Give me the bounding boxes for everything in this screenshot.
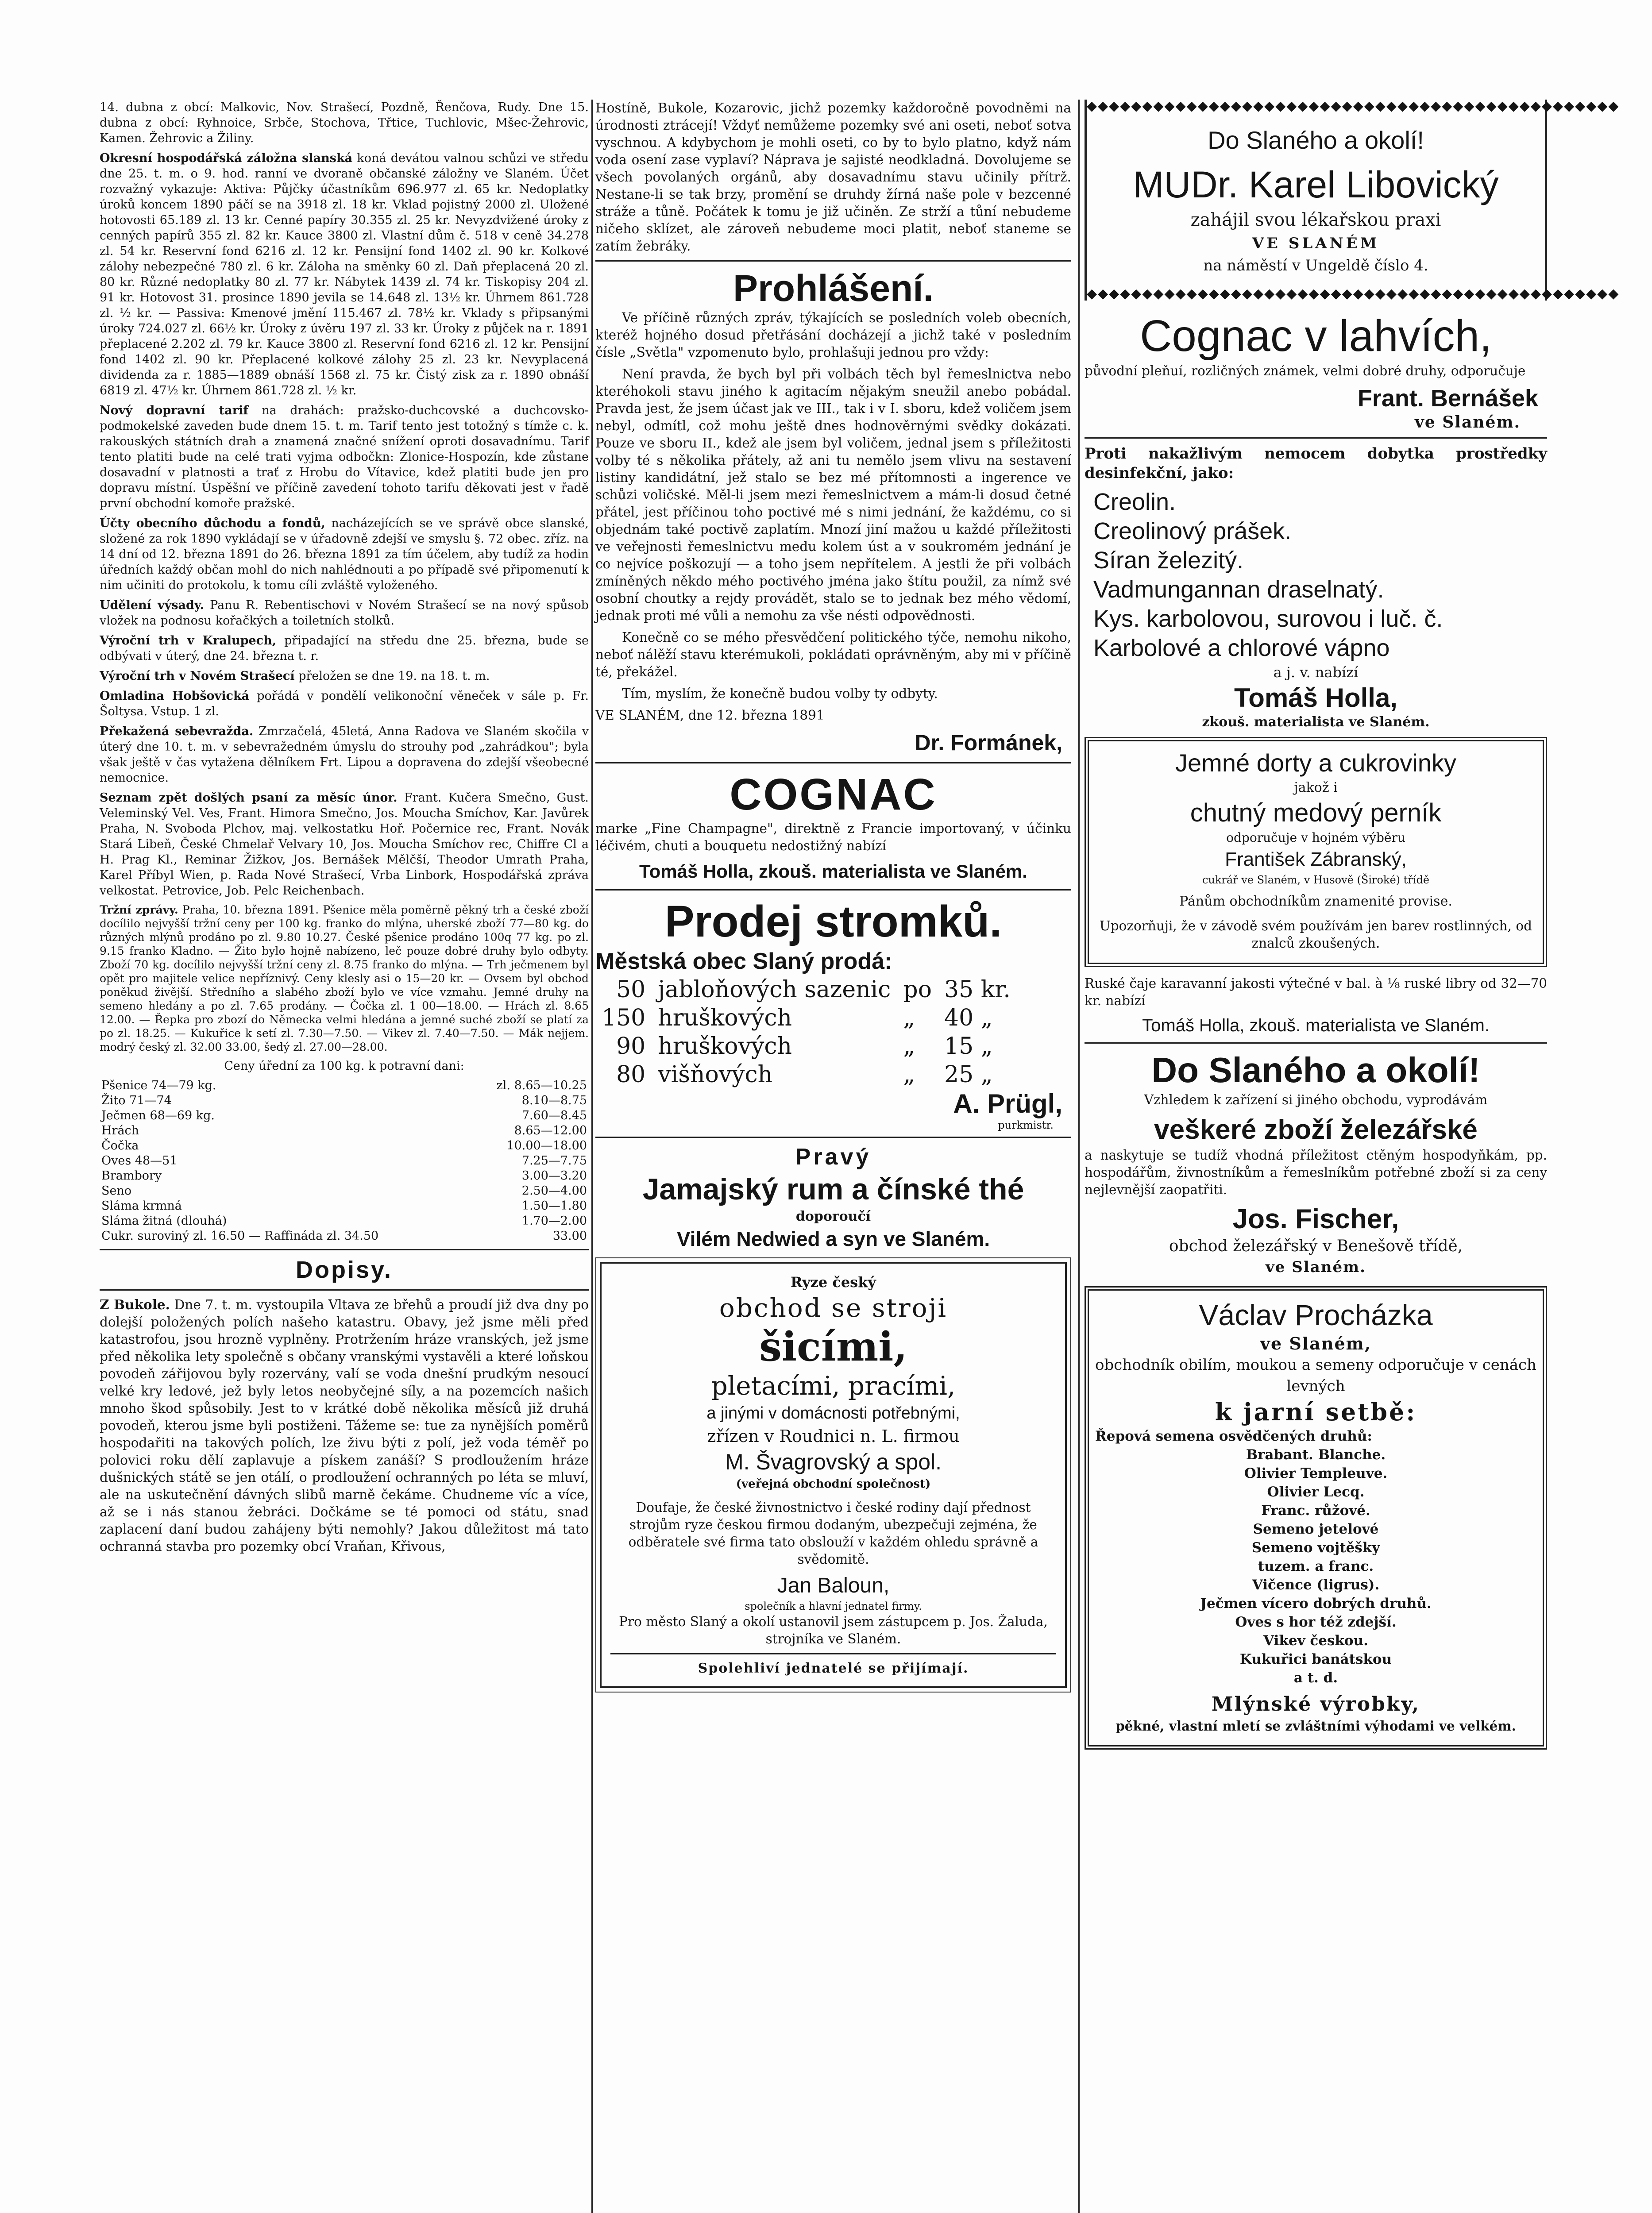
stromky-count: 150 (602, 1005, 646, 1031)
proch-item: Vičence (ligrus). (1252, 1577, 1380, 1593)
fischer-title: veškeré zboží železářské (1154, 1114, 1478, 1145)
proch-item: Semeno vojtěšky (1251, 1540, 1380, 1556)
proch-city: ve Slaném, (1260, 1334, 1372, 1353)
price-value: 33.00 (552, 1229, 587, 1243)
rum-heading: Jamajský rum a čínské thé (642, 1172, 1024, 1206)
ad-line: Doufaje, že české živnostnictvo i české rodiny dají přednost strojům ryze českou firmou dodaným, ubezpečuji zejména, že odběratele své firma tato obslouží v každém ohledu správně a svědomitě. (628, 1500, 1038, 1567)
price-row (100, 1138, 589, 1153)
column-rule (591, 100, 593, 2213)
price-row (100, 1078, 589, 1093)
column-rule (1078, 100, 1080, 2213)
disinf-item: Kys. karbolovou, surovou i luč. č. (1093, 605, 1443, 632)
divider (610, 1653, 1056, 1654)
mudr-city: VE SLANÉM (1252, 235, 1380, 252)
dorty-prov: Pánům obchodníkům znamenité provise. (1179, 894, 1452, 909)
price-row (100, 1214, 589, 1229)
cognac-seller: Tomáš Holla, zkouš. materialista ve Slaném. (639, 861, 1027, 882)
price-row (100, 1153, 589, 1168)
divider (1085, 437, 1547, 439)
price-value: 8.10—8.75 (521, 1094, 587, 1107)
news-heading: Okresní hospodářská záložna slanská (100, 151, 353, 165)
news-text: připadající na středu dne 25. března, bude se odbývati v úterý, dne 24. března t. r. (100, 634, 589, 663)
divider (100, 1249, 589, 1250)
stromky-count: 80 (616, 1061, 646, 1088)
purkmistr-name: A. Prügl, (953, 1089, 1062, 1118)
rum-rec: doporoučí (795, 1209, 871, 1224)
prohlaseni-heading: Prohlášení. (733, 267, 934, 309)
news-text: Frant. Kučera Smečno, Gust. Veleminský Vel. Ves, Frant. Himora Smečno, Jos. Moucha Smíchov, Kar. Javůrek Praha, N. Svoboda Plchov, maj. velkostatku Hoř. Počernice rec, Frant. Novák Stará Libeň, České Chmelař Velvary 10, Jos. Moucha Smíchov rec, Chiffre Cl a H. Prag Kl., Reminar Žižkov, Jos. Bernášek Mělčší, Theodor Umrath Praha, Karel Příbyl Wien, p. Rada Nové Strašecí, Vrba Linbork, Hospodářská zpráva velkostat. Petrovice, Job. Pelc Reichenbach. (100, 791, 589, 898)
purkmistr-role: purkmistr. (998, 1119, 1054, 1131)
price-item: Seno (101, 1184, 132, 1198)
intro-text: 14. dubna z obcí: Malkovic, Nov. Strašecí, Pozdně, Řenčova, Rudy. Dne 15. dubna z obcí: Ryhnoice, Srbče, Stochova, Třtice, Tuchlovic, Mšec-Žehrovic, Kamen. Žehrovic a Žiliny. (100, 100, 589, 145)
signature: Dr. Formánek, (915, 730, 1062, 755)
sewing-machine-ad (600, 1262, 1067, 1688)
price-row (100, 1093, 589, 1108)
news-text: pořádá v pondělí velikonoční věneček v sále p. Fr. Šoltysa. Vstup. 1 zl. (100, 689, 589, 718)
price-value: 10.00—18.00 (506, 1139, 587, 1153)
proch-item: Franc. růžové. (1261, 1503, 1370, 1519)
dorty-addr: cukrář ve Slaném, v Husově (Široké) třídě (1202, 874, 1430, 886)
disinf-seller: Tomáš Holla, (1234, 683, 1397, 713)
ad-line: M. Švagrovský a spol. (725, 1450, 942, 1474)
stromky-unit: po (903, 976, 932, 1003)
stromky-unit: „ (903, 1033, 915, 1060)
price-item: Ječmen 68—69 kg. (101, 1109, 215, 1122)
proch-item: Semeno jetelové (1253, 1521, 1379, 1537)
stromky-row (595, 1004, 1017, 1032)
mudr-text: zahájil svou lékařskou praxi (1190, 210, 1441, 230)
price-item: Sláma žitná (dlouhá) (101, 1214, 227, 1228)
cognac2-text: původní pleňuí, rozličných známek, velmi dobré druhy, odporučuje (1085, 363, 1526, 378)
fischer-head: Do Slaného a okolí! (1151, 1050, 1480, 1090)
news-text: koná devátou valnou schůzi ve středu dne 25. t. m. o 9. hod. ranní ve dvoraně občanské záložny ve Slaném. Účet rozvažný vykazuje: Aktiva: Půjčky účastníkům 696.977 zl. 65 kr. Nedoplatky úroků koncem 1890 páčí se na 3918 zl. 18 kr. Vklad pojistný 2000 zl. Uložené hotovosti 65.189 zl. 13 kr. Cenné papíry 30.355 zl. 25 kr. Nevyzdvižené úroky z cenných papírů 355 zl. 82 kr. Kauce 3800 zl. Vlastní dům č. 518 v ceně 34.278 zl. 54 kr. Reservní fond 6216 zl. 12 kr. Pensijní fond 1402 zl. 90 kr. Kolkové zálohy nebezpečné 780 zl. 6 kr. Záloha na směnky 60 zl. Daň přeplacená 20 zl. 80 kr. Různé nedoplatky 80 zl. 77 kr. Nábytek 1439 zl. 74 kr. Tiskopisy 204 zl. 91 kr. Hotovost 31. prosince 1890 jevila se 14.648 zl. 13½ kr. Úhrnem 861.728 zl. ½ kr. — Passiva: Kmenové jmění 115.467 zl. 78½ kr. Vklady s připsanými úroky 724.027 zl. 66½ kr. Úroky z úvěru 197 zl. 33 kr. Úroky z půjček na r. 1891 přeplacené 2.202 zl. 79 kr. Kauce 3800 zl. Reservní fond 6216 zl. 12 kr. Pensijní fond 1402 zl. 90 kr. Přeplacené kolkové zálohy 25 zl. 23 kr. Nevyplacená dividenda za r. 1885—1889 obnáší 1568 zl. 75 kr. Čistý zisk za r. 1890 obnáší 6819 zl. 47½ kr. Úhrnem 861.728 zl. ½ kr. (100, 151, 589, 397)
price-value: 1.50—1.80 (521, 1199, 587, 1213)
price-value: 1.70—2.00 (521, 1214, 587, 1228)
proch-item: a t. d. (1293, 1670, 1338, 1686)
ad-line: a jinými v domácnosti potřebnými, (706, 1404, 960, 1423)
news-heading: Omladina Hobšovická (100, 689, 250, 703)
ad-line: (veřejná obchodní společnost) (736, 1477, 931, 1491)
cognac2-city: ve Slaném. (1414, 413, 1521, 432)
ad-line: Pro město Slaný a okolí ustanovil jsem zástupcem p. Jos. Žaluda, strojníka ve Slaném. (619, 1614, 1048, 1646)
proch-list (1095, 1427, 1536, 1687)
price-item: Žito 71—74 (101, 1094, 172, 1107)
price-value: 8.65—12.00 (514, 1124, 587, 1137)
price-table (100, 1078, 589, 1244)
news-heading: Udělení výsady. (100, 598, 204, 612)
news-heading: Nový dopravní tarif (100, 404, 248, 417)
price-item: Hrách (101, 1124, 139, 1137)
proch-item: Ječmen vícero dobrých druhů. (1200, 1596, 1432, 1612)
price-row (100, 1199, 589, 1214)
stromky-kind: hruškových (658, 1033, 792, 1060)
divider (595, 1137, 1071, 1138)
mudr-addr: na náměstí v Ungeldě číslo 4. (1203, 257, 1428, 274)
price-row (100, 1123, 589, 1138)
proch-item: Vikev českou. (1263, 1633, 1368, 1649)
ad-line: pletacími, pracími, (711, 1371, 956, 1401)
letter-heading: Z Bukole. (100, 1297, 170, 1312)
stromky-sub: Městská obec Slaný prodá: (595, 948, 892, 974)
prochazka-ad (1085, 1286, 1547, 1750)
news-text: Panu R. Rebentischovi v Novém Strašecí se na nový spůsob vložek na podnosu kořačkých a toiletních stolků. (100, 598, 589, 628)
proch-item: Oves s hor též zdejší. (1235, 1614, 1397, 1630)
price-item: Cukr. suroviný zl. 16.50 — Raffináda zl. 34.50 (101, 1229, 379, 1243)
ad-line: zřízen v Roudnici n. L. firmou (707, 1426, 960, 1446)
price-row (100, 1108, 589, 1123)
news-text: Zmrzačelá, 45letá, Anna Radova ve Slaném skočila v úterý dne 10. t. m. v sebevražedném úmyslu do strouhy pod „zahrádkou"; byla však ještě v čas vytažena dělníkem Frt. Lipou a dopravena do zdejší všeobecné nemocnice. (100, 725, 589, 785)
proch-text: obchodník obilím, moukou a semeny odporučuje v cenách levných (1095, 1356, 1536, 1395)
news-heading: Výroční trh v Novém Strašecí (100, 669, 295, 683)
stromky-kind: hruškových (658, 1005, 792, 1031)
news-text: na drahách: pražsko-duchcovské a duchcovsko-podmokelské zaveden bude dnem 15. t. m. Tarif tento jest totožný s tímže c. k. rakouských státních drah a znamená značné snížení oproti dosavadnímu. Tarif tento platiti bude na celé trati vyjma odbočkn: Zlonice-Hospozín, kde zůstane dosavadní v platnosti a trať z Hrobu do Vítavice, kdež platiti bude jen pro dopravu místní. Úspěšní ve příčině zavedení tohoto tarifu děkovati jest v řadě první obchodní komoře pražské. (100, 404, 589, 510)
price-value: 3.00—3.20 (521, 1169, 587, 1183)
prohlaseni-text: Tím, myslím, že konečně budou volby ty odbyty. (622, 686, 938, 701)
ad-line: Jan Baloun, (777, 1574, 890, 1597)
stromky-count: 90 (616, 1033, 646, 1060)
dorty-jako: jakož i (1294, 780, 1338, 795)
divider (595, 762, 1071, 763)
disinf-item: Vadmungannan draselnatý. (1093, 576, 1384, 603)
fischer-text: a naskytuje se tudíž vhodná příležitost ctěným hospodyňkám, pp. hospodářům, živnostníkům a řemeslníkům potřebné zboží si za ceny nejlevnější zaopatřiti. (1085, 1148, 1547, 1197)
stromky-unit: „ (903, 1061, 915, 1088)
prohlaseni-text: Není pravda, že bych byl při volbách těch byl řemeslnictva nebo kteréhokoli stavu jiného k agitacím nějakým sneužil anebo pobádal. Pravda jest, že jsem účast jak ve III., tak i v I. sboru, kdež voličem jsem nebyl, odmítl, což mohu ještě dnes hodnověrnými svědky dokázati. Pouze ve sboru II., kdež ale jsem byl voličem, jednal jsem s příležitosti volby té s několika přátely, až ani tu nemělo jsem vlivu na sestavení listiny kandidátní, jež stalo se bez mé přítomnosti a ingerence ve schůzi voličské. Měl-li jsem mezi řemeslnictvem a mám-li dosud četné přátel, jest příčinou toho poctivé mé s nimi jednání, že každému, co si objednám také poctivě zaplatím. Mnozí jiní mažou u každé příležitosti ve veřejnosti řemeslnictvu medu kolem úst a v soukromém jednání je co nejvíce poškozují — a toho jsem nepřítelem. A jestli že při volbách zmíněných někdo mého poctivého jména jako štítu použil, za nímž své osobní choutky a rejdy provádět, stalo se to jednak bez mého vědomí, jednak proti mé vůli a nemohu za vše nésti odpovědnosti. (595, 366, 1071, 623)
price-item: Čočka (101, 1139, 139, 1153)
proch-item: Řepová semena osvědčených druhů: (1095, 1428, 1372, 1444)
price-table-title: Ceny úřední za 100 kg. k potravní dani: (224, 1059, 464, 1073)
proch-name: Václav Procházka (1199, 1299, 1433, 1331)
disinf-list (1085, 487, 1547, 663)
price-value: 2.50—4.00 (521, 1184, 587, 1198)
caje-text: Ruské čaje karavanní jakosti výtečné v bal. à ⅛ ruské libry od 32—70 kr. nabízí (1085, 976, 1547, 1008)
divider (595, 260, 1071, 262)
ad-line: společník a hlavní jednatel firmy. (745, 1600, 922, 1612)
column-news (100, 100, 589, 1560)
prohlaseni-text: Konečně co se mého přesvědčení politického týče, nemohu nikoho, neboť nálěží stavu kterémukoli, pokládati oprávněným, aby mi v příčině té, překážel. (595, 630, 1071, 679)
stromky-price: 40 „ (944, 1005, 993, 1031)
stromky-price: 35 kr. (944, 976, 1011, 1003)
disinf-item: Creolin. (1093, 489, 1176, 515)
ad-line: Spolehliví jednatelé se přijímají. (698, 1661, 969, 1676)
letter-text: Dne 7. t. m. vystoupila Vltava ze břehů a proudí již dva dny po dolejší položených polích našeho katastru. Obavy, jež jsme měli před katastrofou, jsou hrozně vyplněny. Protržením hráze vranských, jež jsme před několika lety společně s občany vranskými vystavěli a které loňskou povodeň zářijovou byly rozervány, valí se voda dnešní prudkým nesoucí velké kry ledové, jež byly letos neobyčejné síly, a na pozemcích našich mnoho škod spůsobily. Jest to v krátké době několika měsíců již druhá povodeň, kterou jsme byli postiženi. Tážeme se: tue za nynějších poměrů hospodařiti na takových polích, lze živu býti z polí, jež voda téměř po polovici roku dělí zaplavuje a pískem zanáší? S prodloužením hráze dušnických státě se jen otálí, o prodloužení ochranných po léta se mluví, ale na uskutečnění dávných slibů marně čekáme. Chudneme víc a více, až se i nás stanou žebráci. Dočkáme se té pomoci od státu, snad zaplacení daní budou zahájeny býti nemohly? Jakou důležitost má tato ochranná stavba pro pozemky obcí Vraňan, Křivous, (100, 1297, 589, 1554)
stromky-row (595, 975, 1017, 1004)
news-heading: Tržní zprávy. (100, 903, 178, 916)
caje-seller: Tomáš Holla, zkouš. materialista ve Slaném. (1142, 1016, 1490, 1035)
disinf-head: Proti nakažlivým nemocem dobytka prostředky desinfekční, jako: (1085, 445, 1547, 482)
stromky-heading: Prodej stromků. (664, 897, 1002, 946)
cognac2-heading: Cognac v lahvích, (1140, 311, 1492, 361)
ad-line: Ryze český (791, 1274, 876, 1291)
divider (1085, 1042, 1547, 1044)
price-row (100, 1184, 589, 1199)
disinf-tail: a j. v. nabízí (1273, 664, 1359, 681)
mudr-ad (1085, 98, 1620, 301)
news-heading: Výroční trh v Kralupech, (100, 634, 277, 648)
price-value: 7.60—8.45 (521, 1109, 587, 1122)
cognac2-seller: Frant. Bernášek (1357, 385, 1538, 412)
fischer-city: ve Slaném. (1266, 1258, 1366, 1276)
stromky-table (595, 975, 1017, 1089)
dorty-head: Jemné dorty a cukrovinky (1175, 749, 1456, 777)
stromky-price: 25 „ (944, 1061, 993, 1088)
news-text: Praha, 10. března 1891. Pšenice měla poměrně pěkný trh a české zboží docílilo nejvyšší tržní ceny per 100 kg. franko do mlýna, uherské zboží 77—80 kg. do různých mlýnů prodáno po zl. 9.80 10.27. České pšenice prodáno 100q 77 kg. po zl. 9.15 franko Kladno. — Žito bylo hojně nabízeno, leč pouze dobré druhy bylo odbyty. Zboží 70 kg. docílilo nejvyšší tržní ceny zl. 8.75 franko do mlýna. — Trh ječmenem byl opět pro majitele velice nepříznivý. Ceny klesly asi o 15—20 kr. — Ovsem byl obchod poněkud živější. Středního a slabého zboží bylo ve více vzmahu. Jemné druhy na semeno hledány a po zl. 7.65 prodány. — Čočka zl. 1 00—18.00. — Hrách zl. 8.65 12.00. — Řepka pro zbozí do Německa velmi hledána a jemné suché zboží se platí za po zl. 18.25. — Kukuřice k setí zl. 7.30—7.50. — Vikev zl. 7.40—7.50. — Mák nejjem. modrý český zl. 32.00 33.00, šedý zl. 27.00—28.00. (100, 903, 589, 1053)
diamond-border: ◆◆◆◆◆◆◆◆◆◆◆◆◆◆◆◆◆◆◆◆◆◆◆◆◆◆◆◆◆◆◆◆◆◆◆◆◆◆◆◆◆◆◆◆◆◆◆◆ (1087, 286, 1620, 301)
price-item: Sláma krmná (101, 1199, 182, 1213)
stromky-row (595, 1060, 1017, 1089)
price-value: 7.25—7.75 (521, 1154, 587, 1168)
proch-item: Olivier Lecq. (1267, 1484, 1365, 1500)
news-text: přeložen se dne 19. na 18. t. m. (298, 669, 490, 683)
price-value: zl. 8.65—10.25 (496, 1079, 587, 1092)
rum-seller: Vilém Nedwied a syn ve Slaném. (676, 1227, 990, 1250)
disinf-item: Síran železitý. (1093, 547, 1244, 574)
price-item: Brambory (101, 1169, 162, 1183)
price-row (100, 1168, 589, 1184)
cognac-text: marke „Fine Champagne", direktně z Francie importovaný, v účinku léčivém, chuti a bouquetu nedostižný nabízí (595, 821, 1071, 853)
continued-text: Hostíně, Bukole, Kozarovic, jichž pozemky každoročně povodněmi na úrodnosti ztrácejí! Vždyť nemůžeme pozemky své ani oseti, neboť sotva vyschnou. A kdybychom je mohli oseti, co by to bylo platno, když nám voda osení zase vyplaví? Náprava je sajisté neodkladná. Dovolujeme se všech povolaných orgánů, aby dosavadnímu stavu učinily přítrž. Nestane-li se tak brzy, promění se druhdy žírná naše pole v bezcenné stráže a tůně. Počátek k tomu je již učiněn. Ze strží a tůní nebudeme ničeho sklízet, ale zároveň nebudeme moci platit, neboť staneme se zatím žebráky. (595, 100, 1071, 254)
mudr-name: MUDr. Karel Libovický (1133, 164, 1499, 205)
proch-item: Brabant. Blanche. (1246, 1447, 1386, 1463)
dorty-ad (1085, 737, 1547, 967)
place-date: VE SLANÉM, dne 12. března 1891 (595, 708, 825, 723)
disinf-role: zkouš. materialista ve Slaném. (1202, 714, 1430, 730)
dorty-name: František Zábranský, (1225, 848, 1407, 870)
proch-setbe: k jarní setbě: (1215, 1398, 1417, 1426)
price-item: Pšenice 74—79 kg. (101, 1079, 216, 1092)
proch-item: tuzem. a franc. (1258, 1558, 1374, 1574)
disinf-item: Creolinový prášek. (1093, 518, 1292, 544)
divider (595, 889, 1071, 891)
fischer-addr: obchod železářský v Benešově třídě, (1169, 1237, 1463, 1255)
dorty-note: Upozorňuji, že v závodě svém používám jen barev rostlinných, od znalců zkoušených. (1099, 918, 1532, 951)
column-middle (595, 100, 1071, 1698)
fischer-name: Jos. Fischer, (1232, 1204, 1399, 1234)
stromky-unit: „ (903, 1005, 915, 1031)
ad-line: šicími, (759, 1323, 907, 1370)
news-text: nacházejících se ve správě obce slanské, složené za rok 1890 vykládají se v úřadovně zdejší ve smyslu §. 72 obec. zříz. na 14 dní od 12. března 1891 do 26. března 1891 za tím účelem, aby tudíž za hodin úředních každý občan mohl do nich nahlédnouti a po případě své připomenutí k nim učiniti do protokolu, k tomu cíli zvláště vyloženého. (100, 517, 589, 592)
proch-mill: Mlýnské výrobky, (1211, 1693, 1420, 1716)
stromky-kind: višňových (658, 1061, 773, 1088)
prohlaseni-text: Ve příčině různých zpráv, týkajících se posledních voleb obecních, kteréž hojného dosud přetřásání docházejí a jichž také v posledním čísle „Světla" vzpomenuto bylo, prohlašuji jednou pro vždy: (595, 310, 1071, 360)
fischer-text: Vzhledem k zařízení si jiného obchodu, vyprodávám (1144, 1092, 1488, 1107)
proch-mill-text: pěkné, vlastní mletí se zvláštními výhodami ve velkém. (1115, 1718, 1516, 1734)
dorty-pernik: chutný medový perník (1190, 798, 1442, 827)
rum-pre: Pravý (795, 1144, 872, 1170)
proch-item: Kukuřici banátskou (1239, 1651, 1392, 1667)
dorty-rec: odporučuje v hojném výběru (1226, 830, 1405, 845)
dopisy-heading: Dopisy. (295, 1257, 393, 1283)
mudr-head: Do Slaného a okolí! (1208, 126, 1424, 154)
news-heading: Účty obecního důchodu a fondů, (100, 517, 325, 530)
diamond-border: ◆◆◆◆◆◆◆◆◆◆◆◆◆◆◆◆◆◆◆◆◆◆◆◆◆◆◆◆◆◆◆◆◆◆◆◆◆◆◆◆◆◆◆◆◆◆◆◆ (1087, 98, 1620, 114)
stromky-kind: jabloňových sazenic (658, 976, 891, 1003)
column-ads (1085, 98, 1620, 1750)
stromky-row (595, 1032, 1017, 1060)
cognac-heading: COGNAC (730, 770, 937, 819)
proch-item: Olivier Templeuve. (1244, 1465, 1388, 1481)
news-heading: Překažená sebevražda. (100, 725, 254, 738)
stromky-count: 50 (616, 976, 646, 1003)
news-heading: Seznam zpět došlých psaní za měsíc únor. (100, 791, 398, 805)
stromky-price: 15 „ (944, 1033, 993, 1060)
divider (100, 1289, 589, 1291)
price-row (100, 1229, 589, 1244)
ad-line: obchod se stroji (719, 1293, 948, 1323)
disinf-item: Karbolové a chlorové vápno (1093, 635, 1390, 661)
price-item: Oves 48—51 (101, 1154, 178, 1168)
